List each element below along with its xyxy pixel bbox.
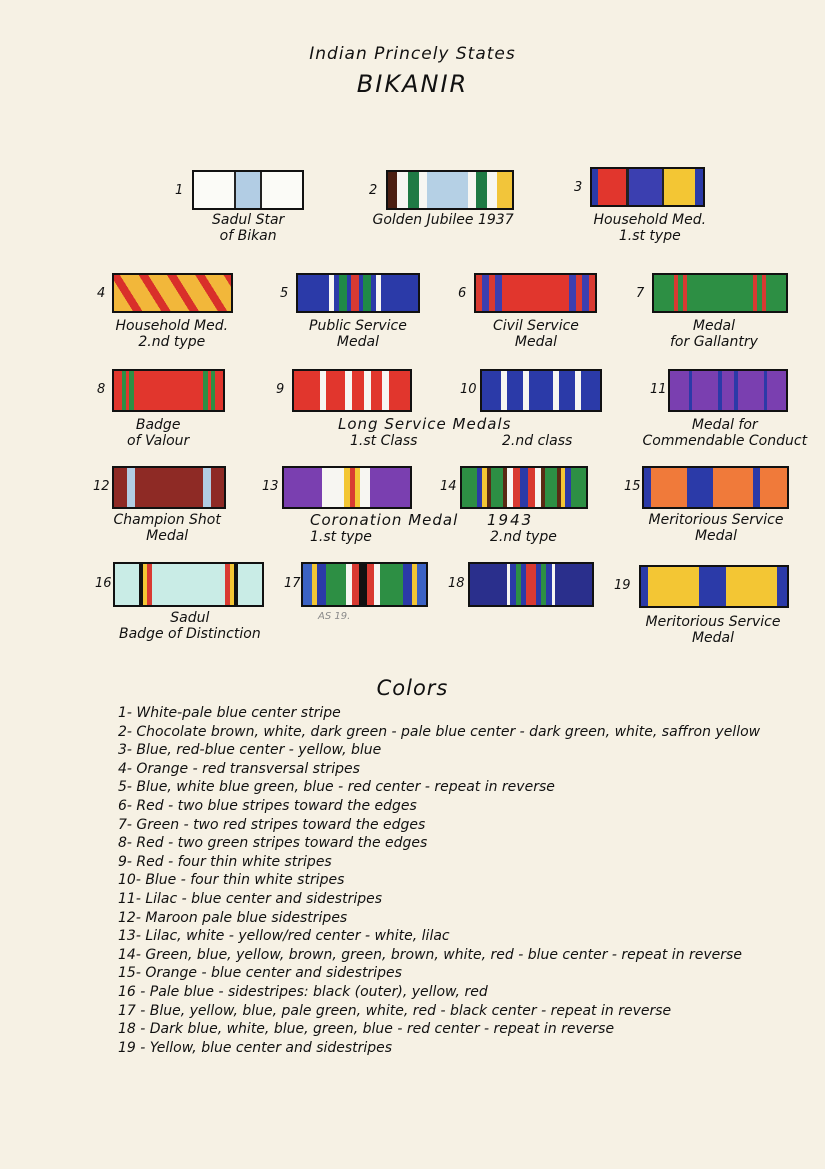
legend-entry: 3- Blue, red-blue center - yellow, blue — [118, 742, 382, 759]
ribbon-number: 2 — [369, 183, 378, 198]
ribbon-13-stripe — [322, 468, 345, 507]
legend-entry: 2- Chocolate brown, white, dark green - pale blue center - dark green, white, saffron yellow — [118, 723, 761, 740]
ribbon-17-stripe — [326, 564, 346, 605]
ribbon-17-stripe — [317, 564, 326, 605]
ribbon-10-stripe — [529, 371, 553, 410]
legend-entry: 13- Lilac, white - yellow/red center - white, lilac — [118, 928, 450, 945]
ribbon-number: 5 — [280, 286, 289, 301]
ribbon-caption: Medal for Gallantry — [670, 318, 758, 350]
ribbon-17-stripe — [403, 564, 412, 605]
legend-entry: 9- Red - four thin white stripes — [118, 853, 332, 870]
ribbon-3-stripe — [664, 169, 695, 205]
ribbon-3 — [590, 167, 705, 207]
legend-entry: 12- Maroon pale blue sidestripes — [118, 909, 348, 926]
ribbon-number: 19 — [614, 578, 631, 593]
ribbon-9-stripe — [326, 371, 345, 410]
ribbon-11-stripe — [738, 371, 764, 410]
ribbon-13-stripe — [370, 468, 410, 507]
ribbon-15-stripe — [651, 468, 687, 507]
ribbon-7-stripe — [654, 275, 674, 311]
ribbon-17-stripe — [352, 564, 359, 605]
legend-entry: 19 - Yellow, blue center and sidestripes — [118, 1039, 393, 1056]
legend-entry: 7- Green - two red stripes toward the edges — [118, 816, 426, 833]
ribbon-19-stripe — [726, 567, 777, 606]
ribbon-number: 9 — [276, 382, 285, 397]
ribbon-9-stripe — [294, 371, 320, 410]
ribbon-10-stripe — [581, 371, 600, 410]
legend-entry: 18 - Dark blue, white, blue, green, blue - red center - repeat in reverse — [118, 1021, 615, 1038]
ribbon-caption: Champion Shot Medal — [113, 512, 221, 544]
pencil-note: AS 19. — [318, 611, 351, 622]
ribbon-19-stripe — [777, 567, 787, 606]
ribbon-number: 10 — [460, 382, 477, 397]
ribbon-14-stripe — [571, 468, 586, 507]
ribbon-15-stripe — [713, 468, 753, 507]
ribbon-number: 11 — [650, 382, 667, 397]
ribbon-16-stripe — [115, 564, 139, 605]
ribbon-7 — [652, 273, 788, 313]
ribbon-number: 17 — [284, 576, 301, 591]
ribbon-17 — [301, 562, 428, 607]
ribbon-caption: Household Med. 1.st type — [593, 212, 707, 244]
ribbon-8-stripe — [114, 371, 122, 410]
ribbon-9-stripe — [371, 371, 383, 410]
ribbon-6-stripe — [495, 275, 502, 311]
legend-entry: 6- Red - two blue stripes toward the edges — [118, 797, 417, 814]
ribbon-16-stripe — [152, 564, 226, 605]
caption-coronation-second: 2.nd type — [490, 529, 557, 545]
ribbon-8-stripe — [215, 371, 223, 410]
ribbon-10-stripe — [507, 371, 524, 410]
ribbon-13-stripe — [360, 468, 370, 507]
ribbon-1 — [192, 170, 304, 210]
ribbon-5-stripe — [339, 275, 347, 311]
ribbon-5-stripe — [381, 275, 418, 311]
caption-coronation: Coronation Medal — [310, 511, 459, 529]
ribbon-5-stripe — [298, 275, 329, 311]
ribbon-2 — [386, 170, 514, 210]
legend-entry: 5- Blue, white blue green, blue - red center - repeat in reverse — [118, 779, 555, 796]
ribbon-9-stripe — [352, 371, 364, 410]
color-legend — [118, 704, 798, 1057]
ribbon-caption: Civil Service Medal — [493, 318, 579, 350]
ribbon-12 — [112, 466, 226, 509]
ribbon-1-stripe — [194, 172, 234, 208]
ribbon-14-stripe — [528, 468, 535, 507]
ribbon-14-stripe — [545, 468, 557, 507]
ribbon-number: 13 — [262, 479, 279, 494]
caption-long-service: Long Service Medals — [338, 415, 512, 433]
ribbon-10-stripe — [559, 371, 576, 410]
ribbon-11-stripe — [670, 371, 689, 410]
ribbon-14-stripe — [520, 468, 527, 507]
ribbon-2-stripe — [487, 172, 498, 208]
ribbon-12-stripe — [114, 468, 127, 507]
ribbon-caption: Sadul Badge of Distinction — [119, 610, 261, 642]
legend-entry: 11- Lilac - blue center and sidestripes — [118, 890, 383, 907]
ribbon-10-stripe — [482, 371, 501, 410]
ribbon-2-stripe — [388, 172, 397, 208]
legend-entry: 8- Red - two green stripes toward the edges — [118, 835, 428, 852]
ribbon-number: 1 — [175, 183, 184, 198]
ribbon-16 — [113, 562, 264, 607]
ribbon-7-stripe — [766, 275, 786, 311]
legend-entry: 16 - Pale blue - sidestripes: black (outer), yellow, red — [118, 983, 488, 1000]
ribbon-number: 8 — [97, 382, 106, 397]
ribbon-12-stripe — [211, 468, 224, 507]
ribbon-number: 18 — [448, 576, 465, 591]
ribbon-11-stripe — [722, 371, 734, 410]
ribbon-9-stripe — [364, 371, 371, 410]
ribbon-number: 7 — [636, 286, 645, 301]
ribbon-number: 16 — [95, 576, 112, 591]
ribbon-5 — [296, 273, 420, 313]
ribbon-5-stripe — [351, 275, 359, 311]
ribbon-2-stripe — [397, 172, 408, 208]
ribbon-11 — [668, 369, 788, 412]
legend-entry: 17 - Blue, yellow, blue, pale green, white, red - black center - repeat in reverse — [118, 1002, 672, 1019]
ribbon-1-stripe — [236, 172, 260, 208]
ribbon-caption: Sadul Star of Bikan — [212, 212, 285, 244]
legend-entry: 15- Orange - blue center and sidestripes — [118, 965, 402, 982]
ribbon-6-stripe — [569, 275, 576, 311]
ribbon-17-stripe — [359, 564, 368, 605]
caption-coronation-first: 1.st type — [310, 529, 372, 545]
ribbon-18 — [468, 562, 594, 607]
ribbon-1-stripe — [262, 172, 302, 208]
ribbon-12-stripe — [203, 468, 211, 507]
ribbon-9-stripe — [382, 371, 389, 410]
ribbon-9-stripe — [320, 371, 327, 410]
ribbon-15-stripe — [753, 468, 760, 507]
ribbon-3-stripe — [695, 169, 703, 205]
ribbon-2-stripe — [497, 172, 512, 208]
ribbon-14-stripe — [491, 468, 503, 507]
ribbon-17-stripe — [367, 564, 374, 605]
ribbon-15 — [642, 466, 789, 509]
ribbon-4 — [112, 273, 233, 313]
ribbon-caption: Meritorious Service Medal — [648, 512, 784, 544]
ribbon-14-stripe — [513, 468, 520, 507]
ribbon-number: 6 — [458, 286, 467, 301]
ribbon-18-stripe — [526, 564, 536, 605]
legend-entry: 4- Orange - red transversal stripes — [118, 760, 360, 777]
ribbon-8-stripe — [134, 371, 204, 410]
ribbon-12-stripe — [127, 468, 135, 507]
ribbon-15-stripe — [644, 468, 651, 507]
ribbon-caption: Household Med. 2.nd type — [115, 318, 229, 350]
ribbon-3-stripe — [629, 169, 662, 205]
ribbon-12-stripe — [135, 468, 203, 507]
ribbon-15-stripe — [687, 468, 713, 507]
ribbon-14-stripe — [462, 468, 477, 507]
ribbon-2-stripe — [427, 172, 468, 208]
ribbon-6 — [474, 273, 597, 313]
ribbon-18-stripe — [555, 564, 592, 605]
legend-entry: 14- Green, blue, yellow, brown, green, brown, white, red - blue center - repeat in reverse — [118, 946, 742, 963]
ribbon-9-stripe — [389, 371, 410, 410]
ribbon-number: 15 — [624, 479, 641, 494]
ribbon-caption: Public Service Medal — [309, 318, 407, 350]
ribbon-number: 4 — [97, 286, 106, 301]
ribbon-18-stripe — [470, 564, 507, 605]
ribbon-8 — [112, 369, 225, 412]
ribbon-number: 14 — [440, 479, 457, 494]
ribbon-19-stripe — [699, 567, 725, 606]
ribbon-16-stripe — [238, 564, 262, 605]
ribbon-2-stripe — [419, 172, 427, 208]
ribbon-6-stripe — [589, 275, 595, 311]
ribbon-7-stripe — [687, 275, 753, 311]
ribbon-3-stripe — [598, 169, 627, 205]
ribbon-number: 3 — [574, 180, 583, 195]
ribbon-caption: Badge of Valour — [127, 417, 190, 449]
ribbon-6-stripe — [482, 275, 489, 311]
colors-heading: Colors — [376, 676, 449, 700]
caption-long-service-first: 1.st Class — [350, 433, 418, 449]
ribbon-13 — [282, 466, 412, 509]
ribbon-5-stripe — [363, 275, 371, 311]
ribbon-17-stripe — [380, 564, 403, 605]
ribbon-9-stripe — [345, 371, 352, 410]
ribbon-6-stripe — [582, 275, 589, 311]
caption-long-service-second: 2.nd class — [502, 433, 573, 449]
ribbon-2-stripe — [468, 172, 476, 208]
ribbon-2-stripe — [476, 172, 487, 208]
ribbon-14 — [460, 466, 588, 509]
ribbon-11-stripe — [767, 371, 786, 410]
ribbon-9 — [292, 369, 412, 412]
ribbon-17-stripe — [303, 564, 312, 605]
ribbon-11-stripe — [692, 371, 718, 410]
page-subtitle: Indian Princely States — [309, 44, 516, 64]
ribbon-caption: Meritorious Service Medal — [645, 614, 781, 646]
legend-entry: 1- White-pale blue center stripe — [118, 705, 341, 721]
ribbon-15-stripe — [760, 468, 787, 507]
page-title: BIKANIR — [356, 70, 469, 98]
ribbon-19 — [639, 565, 789, 608]
legend-entry: 10- Blue - four thin white stripes — [118, 872, 345, 889]
ribbon-caption: Golden Jubilee 1937 — [372, 212, 514, 228]
ribbon-caption: Medal for Commendable Conduct — [642, 417, 808, 449]
ribbon-number: 12 — [93, 479, 110, 494]
ribbon-19-stripe — [648, 567, 699, 606]
ribbon-10 — [480, 369, 602, 412]
ribbon-17-stripe — [417, 564, 426, 605]
ribbon-6-stripe — [502, 275, 569, 311]
ribbon-13-stripe — [284, 468, 322, 507]
ribbon-19-stripe — [641, 567, 648, 606]
ribbon-2-stripe — [408, 172, 419, 208]
caption-1943: 1943 — [487, 511, 534, 529]
